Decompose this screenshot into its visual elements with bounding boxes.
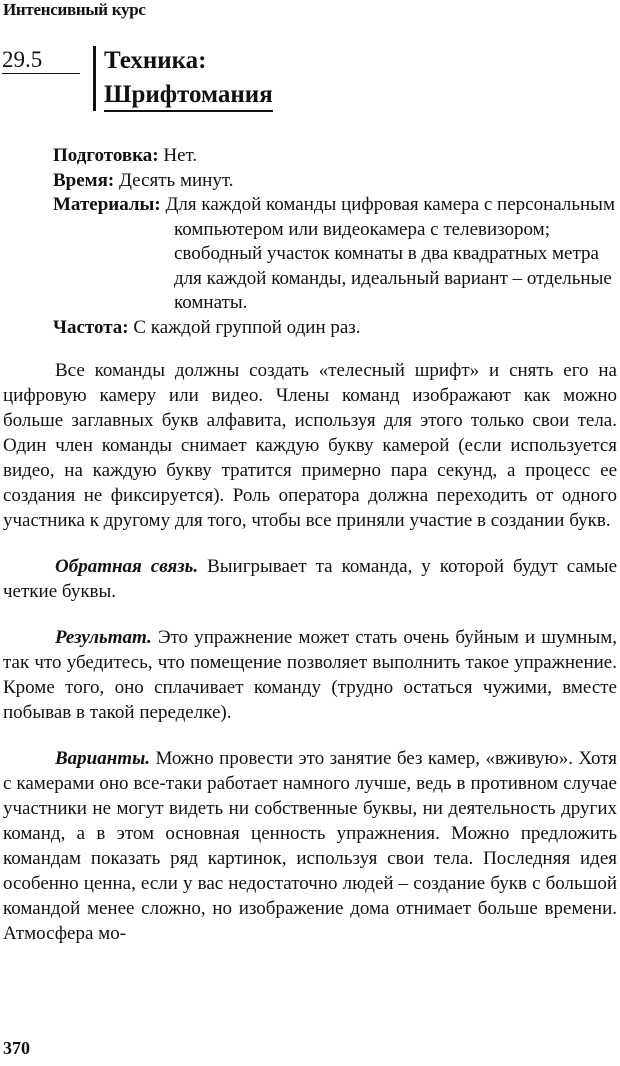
spec-materials-value: Для каждой команды цифровая камера с персональным компьютером или видеокамера с телевизором; свободный участок комнаты в два квадратных метра для каждой команды, идеальный вариант – отдельные комнаты. — [165, 194, 615, 313]
spec-time-value: Десять минут. — [118, 169, 234, 191]
result-text: Это упражнение может стать очень буйным и шумным, так что убедитесь, что помещение позволяет выполнить такое упражнение. Кроме того, оно сплачивает команду (трудно остаться чужими, вместе побывав в такой переделке). — [3, 627, 618, 723]
page-number: 370 — [3, 1038, 30, 1058]
spec-preparation — [53, 144, 615, 169]
result-label: Результат. — [55, 627, 152, 648]
spec-frequency — [53, 316, 615, 341]
body-text — [3, 358, 617, 946]
spec-preparation-label: Подготовка: — [53, 145, 159, 166]
variants-text: Можно провести это занятие без камер, «вживую». Хотя с камерами оно все-таки работает намного лучше, ведь в противном случае участники не могут видеть ни собственные буквы, ни деятельность других команд, а в этом основная ценность упражнения. Можно предложить командам показать ряд картинок, используя свои тела. Последняя идея особенно ценна, если у вас недостаточно людей – создание букв с большой командой менее сложно, но изображение дома отнимает больше времени. Атмосфера мо- — [3, 748, 617, 944]
result-paragraph — [3, 625, 617, 725]
feedback-paragraph — [3, 554, 617, 604]
spec-frequency-value: С каждой группой один раз. — [133, 316, 361, 338]
intro-paragraph: Все команды должны создать «телесный шрифт» и снять его на цифровую камеру или видео. Члены команд изображают как можно больше заглавных букв алфавита, используя для этого только свои тела. Один член команды снимает каждую букву камерой (если используется видео, на каждую букву тратится примерно пара секунд, а процесс ее создания не фиксируется). Роль оператора должна переходить от одного участника к другому для того, чтобы все приняли участие в создании букв. — [3, 360, 617, 531]
spec-materials-label: Материалы: — [53, 194, 161, 215]
variants-label: Варианты. — [55, 748, 150, 769]
spec-materials — [53, 193, 615, 316]
title-divider — [93, 46, 96, 111]
section-title — [104, 44, 273, 112]
feedback-text: Выигрывает та команда, у которой будут самые четкие буквы. — [3, 556, 618, 602]
section-title-line2: Шрифтомания — [104, 80, 273, 112]
variants-paragraph — [3, 746, 617, 946]
spec-frequency-label: Частота: — [53, 316, 129, 338]
running-head: Интенсивный курс — [3, 0, 146, 19]
feedback-label: Обратная связь. — [55, 556, 199, 577]
spec-time — [53, 169, 615, 194]
spec-time-label: Время: — [53, 169, 115, 191]
section-title-line1: Техника: — [104, 47, 207, 74]
spec-preparation-value: Нет. — [163, 145, 198, 166]
exercise-specs — [53, 144, 615, 340]
section-number: 29.5 — [2, 47, 80, 74]
